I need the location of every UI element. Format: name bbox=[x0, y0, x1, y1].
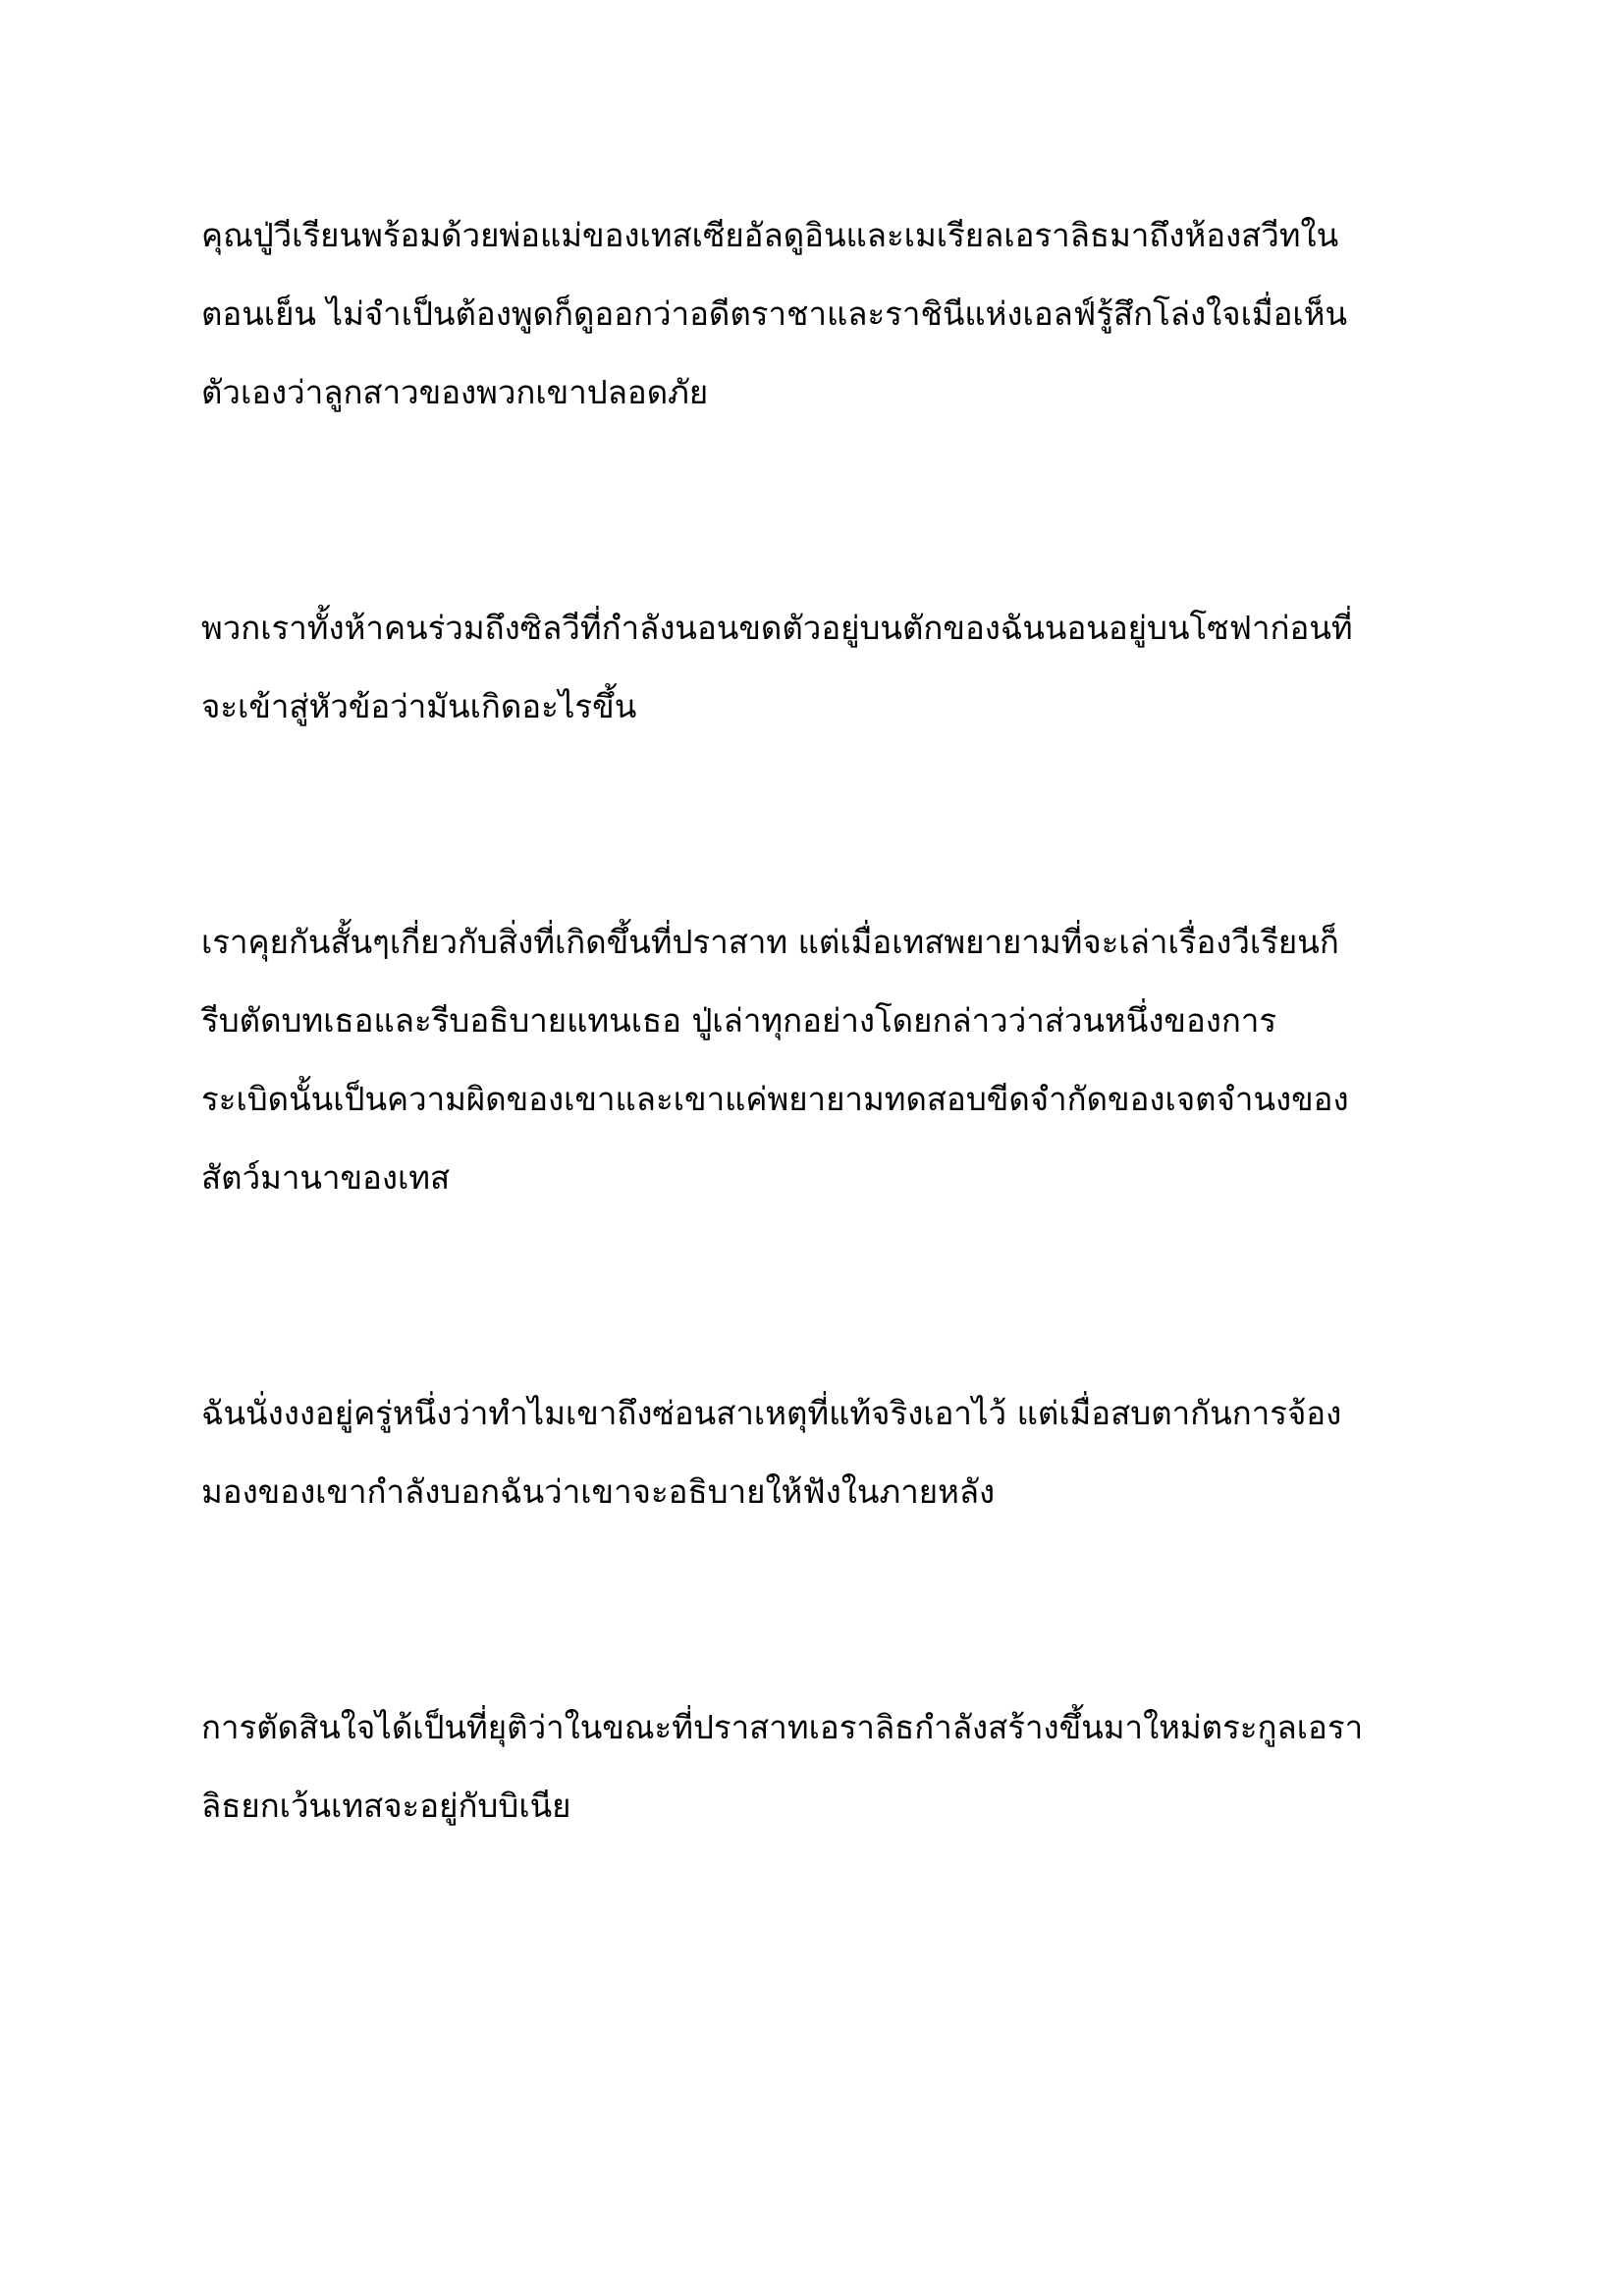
text-line: พวกเราทั้งห้าคนร่วมถึงซิลวีที่กำลังนอนขดตัวอยู่บนตักของฉันนอนอยู่บนโซฟาก่อนที่ bbox=[201, 609, 1353, 647]
text-line: การตัดสินใจได้เป็นที่ยุติว่าในขณะที่ปราสาทเอราลิธกำลังสร้างขึ้นมาใหม่ตระกูลเอรา bbox=[201, 1708, 1364, 1746]
text-line: ตอนเย็น ไม่จำเป็นต้องพูดก็ดูออกว่าอดีตราชาและราชินีแห่งเอลฟ์รู้สึกโล่งใจเมื่อเห็น bbox=[201, 294, 1348, 333]
paragraph-4 bbox=[201, 1374, 1438, 1531]
paragraph-2 bbox=[201, 589, 1438, 746]
text-line: จะเข้าสู่หัวข้อว่ามันเกิดอะไรขึ้น bbox=[201, 687, 637, 725]
text-line: รีบตัดบทเธอและรีบอธิบายแทนเธอ ปู่เล่าทุกอย่างโดยกล่าวว่าส่วนหนึ่งของการ bbox=[201, 1001, 1277, 1040]
paragraph-1 bbox=[201, 196, 1438, 432]
text-line: เราคุยกันสั้นๆเกี่ยวกับสิ่งที่เกิดขึ้นที่ปราสาท แต่เมื่อเทสพยายามที่จะเล่าเรื่องวีเรียนก็ bbox=[201, 923, 1339, 961]
text-line: สัตว์มานาของเทส bbox=[201, 1158, 451, 1197]
text-line: ระเบิดนั้นเป็นความผิดของเขาและเขาแค่พยายามทดสอบขีดจำกัดของเจตจำนงของ bbox=[201, 1080, 1349, 1118]
text-line: ตัวเองว่าลูกสาวของพวกเขาปลอดภัย bbox=[201, 373, 709, 411]
text-line: คุณปู่วีเรียนพร้อมด้วยพ่อแม่ของเทสเซียอัลดูอินและเมเรียลเอราลิธมาถึงห้องสวีทใน bbox=[201, 216, 1339, 254]
text-line: มองของเขากำลังบอกฉันว่าเขาจะอธิบายให้ฟังในภายหลัง bbox=[201, 1472, 996, 1511]
paragraph-3 bbox=[201, 903, 1438, 1217]
paragraph-5 bbox=[201, 1688, 1438, 1845]
text-line: ลิธยกเว้นเทสจะอยู่กับบิเนีย bbox=[201, 1787, 571, 1825]
text-line: ฉันนั่งงงอยู่ครู่หนึ่งว่าทำไมเขาถึงซ่อนสาเหตุที่แท้จริงเอาไว้ แต่เมื่อสบตากันการจ้อง bbox=[201, 1394, 1342, 1432]
body-text bbox=[201, 196, 1438, 2002]
